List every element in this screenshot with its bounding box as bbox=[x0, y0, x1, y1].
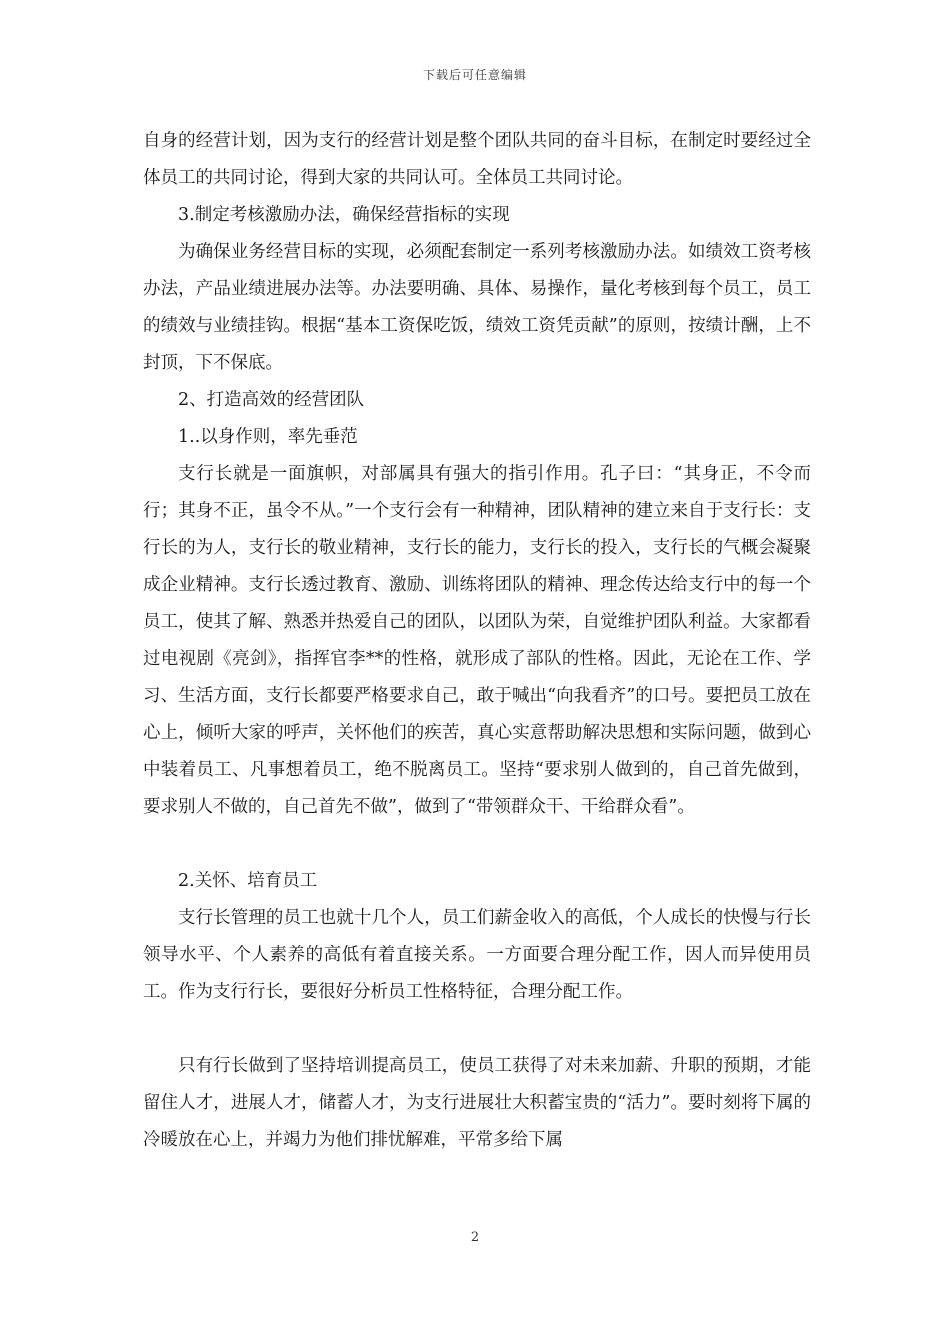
paragraph: 支行长管理的员工也就十几个人，员工们薪金收入的高低，个人成长的快慢与行长领导水平、个人素养的高低有着直接关系。一方面要合理分配工作，因人而异使用员工。作为支行行长，要很好分析员工性格特征，合理分配工作。 bbox=[143, 908, 811, 1002]
paragraph: 为确保业务经营目标的实现，必须配套制定一系列考核激励办法。如绩效工资考核办法，产品业绩进展办法等。办法要明确、具体、易操作，量化考核到每个员工，员工的绩效与业绩挂钩。根据“基本工资保吃饭，绩效工资凭贡献”的原则，按绩计酬，上不封顶，下不保底。 bbox=[143, 242, 811, 373]
page-number: 2 bbox=[470, 1230, 480, 1245]
section-heading: 2、打造高效的经营团队 bbox=[178, 390, 365, 410]
subheading-3: 3.制定考核激励办法，确保经营指标的实现 bbox=[178, 205, 510, 225]
paragraph-continuation: 自身的经营计划，因为支行的经营计划是整个团队共同的奋斗目标，在制定时要经过全体员工的共同讨论，得到大家的共同认可。全体员工共同讨论。 bbox=[143, 131, 811, 188]
document-body bbox=[143, 123, 811, 1159]
subheading-2: 2.关怀、培育员工 bbox=[178, 871, 318, 891]
subheading-1: 1..以身作则，率先垂范 bbox=[178, 427, 358, 447]
page-header: 下载后可任意编辑 bbox=[422, 68, 527, 82]
paragraph: 只有行长做到了坚持培训提高员工，使员工获得了对未来加薪、升职的预期，才能留住人才，进展人才，储蓄人才，为支行进展壮大积蓄宝贵的“活力”。要时刻将下属的冷暖放在心上，并竭力为他们排忧解难，平常多给下属 bbox=[143, 1056, 811, 1150]
paragraph: 支行长就是一面旗帜，对部属具有强大的指引作用。孔子曰：“其身正，不令而行；其身不正，虽令不从。”一个支行会有一种精神，团队精神的建立来自于支行长：支行长的为人，支行长的敬业精神，支行长的能力，支行长的投入，支行长的气概会凝聚成企业精神。支行长透过教育、激励、训练将团队的精神、理念传达给支行中的每一个员工，使其了解、熟悉并热爱自己的团队，以团队为荣，自觉维护团队利益。大家都看过电视剧《亮剑》，指挥官李**的性格，就形成了部队的性格。因此，无论在工作、学习、生活方面，支行长都要严格要求自己，敢于喊出“向我看齐”的口号。要把员工放在心上，倾听大家的呼声，关怀他们的疾苦，真心实意帮助解决思想和实际问题，做到心中装着员工、凡事想着员工，绝不脱离员工。坚持“要求别人做到的，自己首先做到，要求别人不做的，自己首先不做”，做到了“带领群众干、干给群众看”。 bbox=[143, 464, 811, 817]
